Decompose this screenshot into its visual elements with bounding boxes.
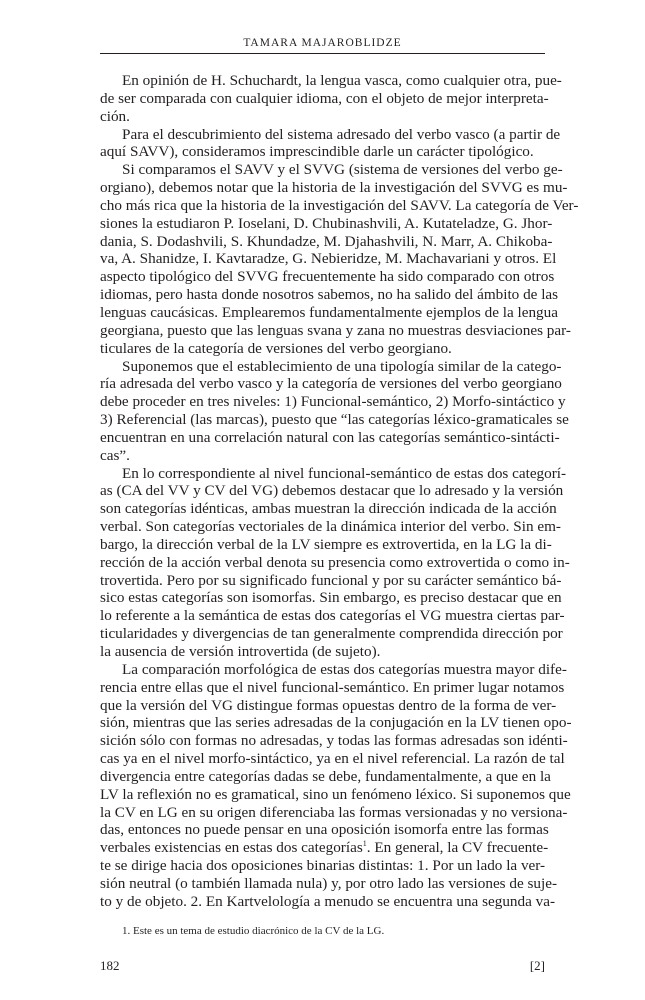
text-line: cas”. xyxy=(100,446,130,464)
text-line: verbal. Son categorías vectoriales de la dinámica interior del verbo. Sin em- xyxy=(100,518,561,536)
text-line: debe proceder en tres niveles: 1) Funcional-semántico, 2) Morfo-sintáctico y xyxy=(100,393,566,411)
text-line: Suponemos que el establecimiento de una tipología similar de la catego- xyxy=(122,357,562,375)
text-line: ción. xyxy=(100,107,130,125)
text-line: En opinión de H. Schuchardt, la lengua vasca, como cualquier otra, pue- xyxy=(122,72,562,89)
text-line: lenguas caucásicas. Emplearemos fundamentalmente ejemplos de la lengua xyxy=(100,303,558,321)
text-line: georgiana, puesto que las lenguas svana y zana no muestras desviaciones par- xyxy=(100,321,571,339)
text-line: que la versión del VG distingue formas opuestas dentro de la forma de ver- xyxy=(100,696,557,714)
text-line: encuentran en una correlación natural con las categorías semántico-sintácti- xyxy=(100,428,560,446)
text-line: La comparación morfológica de estas dos categorías muestra mayor dife- xyxy=(122,660,567,678)
section-marker: [2] xyxy=(529,958,545,973)
text-line: 3) Referencial (las marcas), puesto que “las categorías léxico-gramaticales se xyxy=(100,411,569,429)
text-line: la CV en LG en su origen diferenciaba las formas versionadas y no versiona- xyxy=(100,803,568,821)
text-line: dania, S. Dodashvili, S. Khundadze, M. Djahashvili, N. Marr, A. Chikoba- xyxy=(100,232,553,250)
footnote: 1. Este es un tema de estudio diacrónico de la CV de la LG. xyxy=(122,925,385,937)
text-line: sión, mientras que las series adresadas de la conjugación en la LV tienen opo- xyxy=(100,714,572,732)
text-line-head: verbales existencias en estas dos categorías xyxy=(100,839,363,857)
text-line: aspecto tipológico del SVVG frecuentemente ha sido comparado con otros xyxy=(100,268,555,286)
text-line: Si comparamos el SAVV y el SVVG (sistema de versiones del verbo ge- xyxy=(122,161,563,179)
text-line: lo referente a la semántica de estas dos categorías el VG muestra ciertas par- xyxy=(100,607,565,625)
text-line-tail: . En general, la CV frecuente- xyxy=(366,839,549,857)
page-number: 182 xyxy=(100,958,120,973)
text-line: la ausencia de versión introvertida (de sujeto). xyxy=(100,643,381,660)
text-line: trovertida. Pero por su significado funcional y por su carácter semántico bá- xyxy=(100,571,562,589)
text-line: siones la estudiaron P. Ioselani, D. Chubinashvili, A. Kutateladze, G. Jhor- xyxy=(100,214,553,232)
footnote-reference[interactable]: 1 xyxy=(362,839,367,849)
text-line: sición sólo con formas no adresadas, y todas las formas adresadas son idénti- xyxy=(100,732,568,750)
text-line: LV la reflexión no es gramatical, sino un fenómeno léxico. Si suponemos que xyxy=(100,785,571,803)
text-line: son categorías idénticas, ambas muestran la dirección indicada de la acción xyxy=(100,500,557,518)
text-line: ticularidades y divergencias de tan generalmente comprendida dirección por xyxy=(100,625,563,643)
header-rule xyxy=(100,53,545,54)
text-line: orgiano), debemos notar que la historia de la investigación del SVVG es mu- xyxy=(100,179,568,197)
text-line: bargo, la dirección verbal de la LV siempre es extrovertida, en la LG la di- xyxy=(100,535,552,553)
running-header: TAMARA MAJAROBLIDZE xyxy=(243,37,402,49)
text-line: cas ya en el nivel morfo-sintáctico, ya en el nivel referencial. La razón de tal xyxy=(100,750,565,768)
text-line: idiomas, pero hasta donde nosotros sabemos, no ha salido del ámbito de las xyxy=(100,286,559,304)
text-line: En lo correspondiente al nivel funcional-semántico de estas dos categorí- xyxy=(122,464,567,482)
text-line: as (CA del VV y CV del VG) debemos destacar que lo adresado y la versión xyxy=(100,482,564,500)
text-line: te se dirige hacia dos oposiciones binarias distintas: 1. Por un lado la ver- xyxy=(100,857,546,875)
text-line-with-note xyxy=(100,839,549,857)
text-line: Para el descubrimiento del sistema adresado del verbo vasco (a partir de xyxy=(122,125,561,143)
text-line: das, entonces no puede pensar en una oposición isomorfa entre las formas xyxy=(100,821,549,839)
text-line: sión neutral (o también llamada nula) y, por otro lado las versiones de suje- xyxy=(100,874,558,892)
text-line: ticulares de la categoría de versiones del verbo georgiano. xyxy=(100,339,452,357)
text-line: va, A. Shanidze, I. Kavtaradze, G. Nebieridze, M. Machavariani y otros. El xyxy=(100,250,557,268)
text-line: sico estas categorías son isomorfas. Sin embargo, es preciso destacar que en xyxy=(100,589,562,607)
text-line: de ser comparada con cualquier idioma, con el objeto de mejor interpreta- xyxy=(100,89,549,107)
text-line: to y de objeto. 2. En Kartvelología a menudo se encuentra una segunda va- xyxy=(100,892,556,910)
text-line: rección de la acción verbal denota su presencia como extrovertida o como in- xyxy=(100,553,570,571)
text-line: ría adresada del verbo vasco y la categoría de versiones del verbo georgiano xyxy=(100,375,562,393)
text-line: cho más rica que la historia de la investigación del SAVV. La categoría de Ver- xyxy=(100,196,579,214)
text-line: aquí SAVV), consideramos imprescindible darle un carácter tipológico. xyxy=(100,143,534,161)
body-text xyxy=(100,72,579,911)
text-line: divergencia entre categorías dadas se debe, fundamentalmente, a que en la xyxy=(100,767,551,785)
text-line: rencia entre ellas que el nivel funcional-semántico. En primer lugar notamos xyxy=(100,678,565,696)
